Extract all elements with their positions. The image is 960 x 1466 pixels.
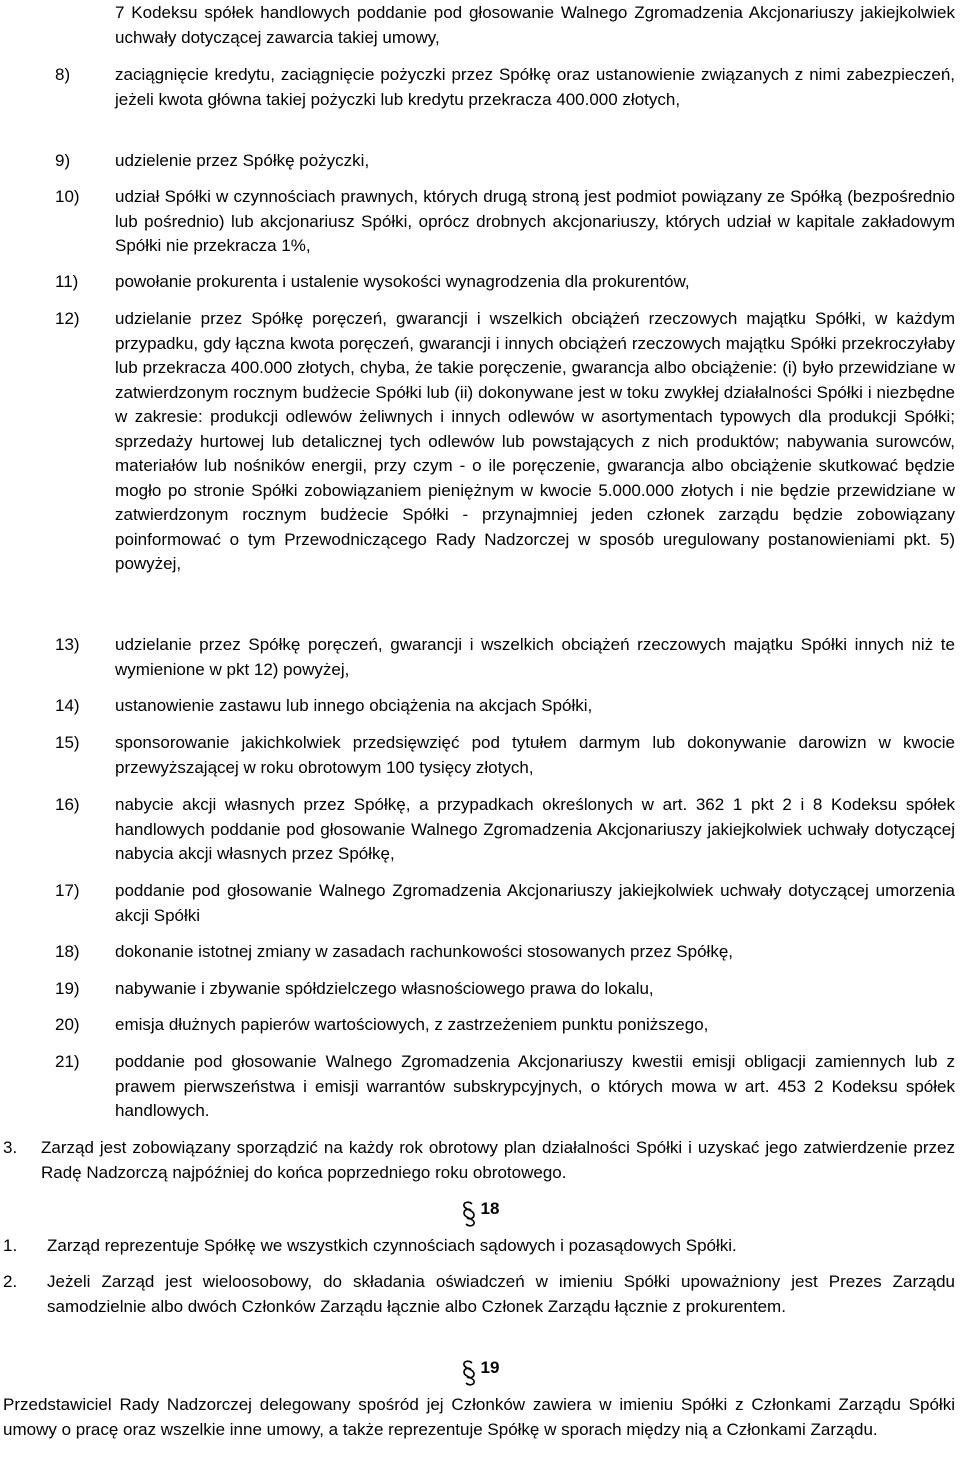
list-item-number: 17) <box>55 881 80 900</box>
paragraph-number: 3. <box>3 1138 18 1157</box>
list-item-text: poddanie pod głosowanie Walnego Zgromadzenia Akcjonariuszy kwestii emisji obligacji zamiennych lub z prawem pierwszeństwa i emisji warrantów subskrypcyjnych, o których mowa w art. 453 2 Kodeksu spółek handlowych. <box>115 1052 955 1120</box>
list-item-number: 20) <box>55 1015 80 1034</box>
section-number: 19 <box>480 1358 500 1377</box>
paragraph-number: 2. <box>3 1272 18 1291</box>
list-item-number: 10) <box>55 187 80 206</box>
paragraph-text: Jeżeli Zarząd jest wieloosobowy, do składania oświadczeń w imieniu Spółki upoważniony jest Prezes Zarządu samodzielnie albo dwóch Członków Zarządu łącznie albo Członek Zarządu łącznie z prokurentem. <box>47 1272 955 1316</box>
list-item-text: poddanie pod głosowanie Walnego Zgromadzenia Akcjonariuszy jakiejkolwiek uchwały dotyczącej umorzenia akcji Spółki <box>115 881 955 925</box>
section-heading-19 <box>0 1356 960 1380</box>
list-item-number: 16) <box>55 795 80 814</box>
list-item-number: 9) <box>55 151 71 170</box>
list-item-text: udzielanie przez Spółkę poręczeń, gwarancji i wszelkich obciążeń rzeczowych majątku Spółki, w każdym przypadku, gdy łączna kwota poręczeń, gwarancji i innych obciążeń rzeczowych majątku Spółki przekroczyłaby lub przekracza 400.000 złotych, chyba, że takie poręczenie, gwarancja albo obciążenie: (i) było przewidziane w zatwierdzonym rocznym budżecie Spółki lub (ii) dokonywane jest w toku zwykłej działalności Spółki i niezbędne w zakresie: produkcji odlewów żeliwnych i innych odlewów w asortymentach typowych dla produkcji Spółki; sprzedaży hurtowej lub detalicznej tych odlewów lub powstających z nich produktów; nabywania surowców, materiałów lub nośników energii, przy czym - o ile poręczenie, gwarancja albo obciążenie skutkować będzie mogło po stronie Spółki zobowiązaniem pieniężnym w kwocie 5.000.000 złotych i nie będzie przewidziane w zatwierdzonym rocznym budżecie Spółki - przynajmniej jeden członek zarządu będzie zobowiązany poinformować o tym Przewodniczącego Rady Nadzorczej w sposób uregulowany postanowieniami pkt. 5) powyżej, <box>115 309 955 573</box>
paragraph-text: Zarząd reprezentuje Spółkę we wszystkich czynnościach sądowych i pozasądowych Spółki. <box>47 1236 737 1255</box>
list-item-number: 19) <box>55 979 80 998</box>
list-item-number: 8) <box>55 65 71 84</box>
list-item-text: udzielenie przez Spółkę pożyczki, <box>115 151 370 170</box>
section-number: 18 <box>480 1199 500 1218</box>
list-item <box>115 1 955 50</box>
list-item-text: emisja dłużnych papierów wartościowych, z zastrzeżeniem punktu poniższego, <box>115 1015 709 1034</box>
list-item-number: 11) <box>55 272 79 291</box>
list-item-text: nabycie akcji własnych przez Spółkę, a przypadkach określonych w art. 362 1 pkt 2 i 8 Kodeksu spółek handlowych poddanie pod głosowanie Walnego Zgromadzenia Akcjonariuszy jakiejkolwiek uchwały dotyczącej nabycia akcji własnych przez Spółkę, <box>115 795 955 863</box>
paragraph-text: Zarząd jest zobowiązany sporządzić na każdy rok obrotowy plan działalności Spółki i uzyskać jego zatwierdzenie przez Radę Nadzorczą najpóźniej do końca poprzedniego roku obrotowego. <box>41 1138 955 1182</box>
list-item-text: nabywanie i zbywanie spółdzielczego własnościowego prawa do lokalu, <box>115 979 654 998</box>
section-sign-icon <box>461 1356 481 1380</box>
list-item-number: 15) <box>55 733 80 752</box>
list-item-number: 14) <box>55 696 80 715</box>
section-sign-icon <box>461 1197 481 1221</box>
section-heading-18 <box>0 1197 960 1221</box>
list-item-text: udział Spółki w czynnościach prawnych, których drugą stroną jest podmiot powiązany ze Spółką (bezpośrednio lub pośrednio) lub akcjonariusz Spółki, oprócz drobnych akcjonariuszy, których udział w kapitale zakładowym Spółki nie przekracza 1%, <box>115 187 955 255</box>
list-item-text: udzielanie przez Spółkę poręczeń, gwarancji i wszelkich obciążeń rzeczowych majątku Spółki innych niż te wymienione w pkt 12) powyżej, <box>115 635 955 679</box>
paragraph-text: Przedstawiciel Rady Nadzorczej delegowany spośród jej Członków zawiera w imieniu Spółki z Członkami Zarządu Spółki umowy o pracę oraz wszelkie inne umowy, a także reprezentuje Spółkę w sporach między nią a Członkami Zarządu. <box>3 1395 955 1439</box>
list-item-text: sponsorowanie jakichkolwiek przedsięwzięć pod tytułem darmym lub dokonywanie darowizn w kwocie przewyższającej w roku obrotowym 100 tysięcy złotych, <box>115 733 955 777</box>
list-item-number: 12) <box>55 309 80 328</box>
list-item-text: powołanie prokurenta i ustalenie wysokości wynagrodzenia dla prokurentów, <box>115 272 690 291</box>
list-item-number: 13) <box>55 635 80 654</box>
paragraph-number: 1. <box>3 1236 18 1255</box>
list-item-number: 18) <box>55 942 80 961</box>
list-item-text: 7 Kodeksu spółek handlowych poddanie pod głosowanie Walnego Zgromadzenia Akcjonariuszy jakiejkolwiek uchwały dotyczącej zawarcia takiej umowy, <box>115 3 955 47</box>
list-item-text: ustanowienie zastawu lub innego obciążenia na akcjach Spółki, <box>115 696 593 715</box>
list-item-number: 21) <box>55 1052 80 1071</box>
list-item-text: zaciągnięcie kredytu, zaciągnięcie pożyczki przez Spółkę oraz ustanowienie związanych z nimi zabezpieczeń, jeżeli kwota główna takiej pożyczki lub kredytu przekracza 400.000 złotych, <box>115 65 955 109</box>
list-item-text: dokonanie istotnej zmiany w zasadach rachunkowości stosowanych przez Spółkę, <box>115 942 733 961</box>
paragraph <box>3 1393 955 1442</box>
